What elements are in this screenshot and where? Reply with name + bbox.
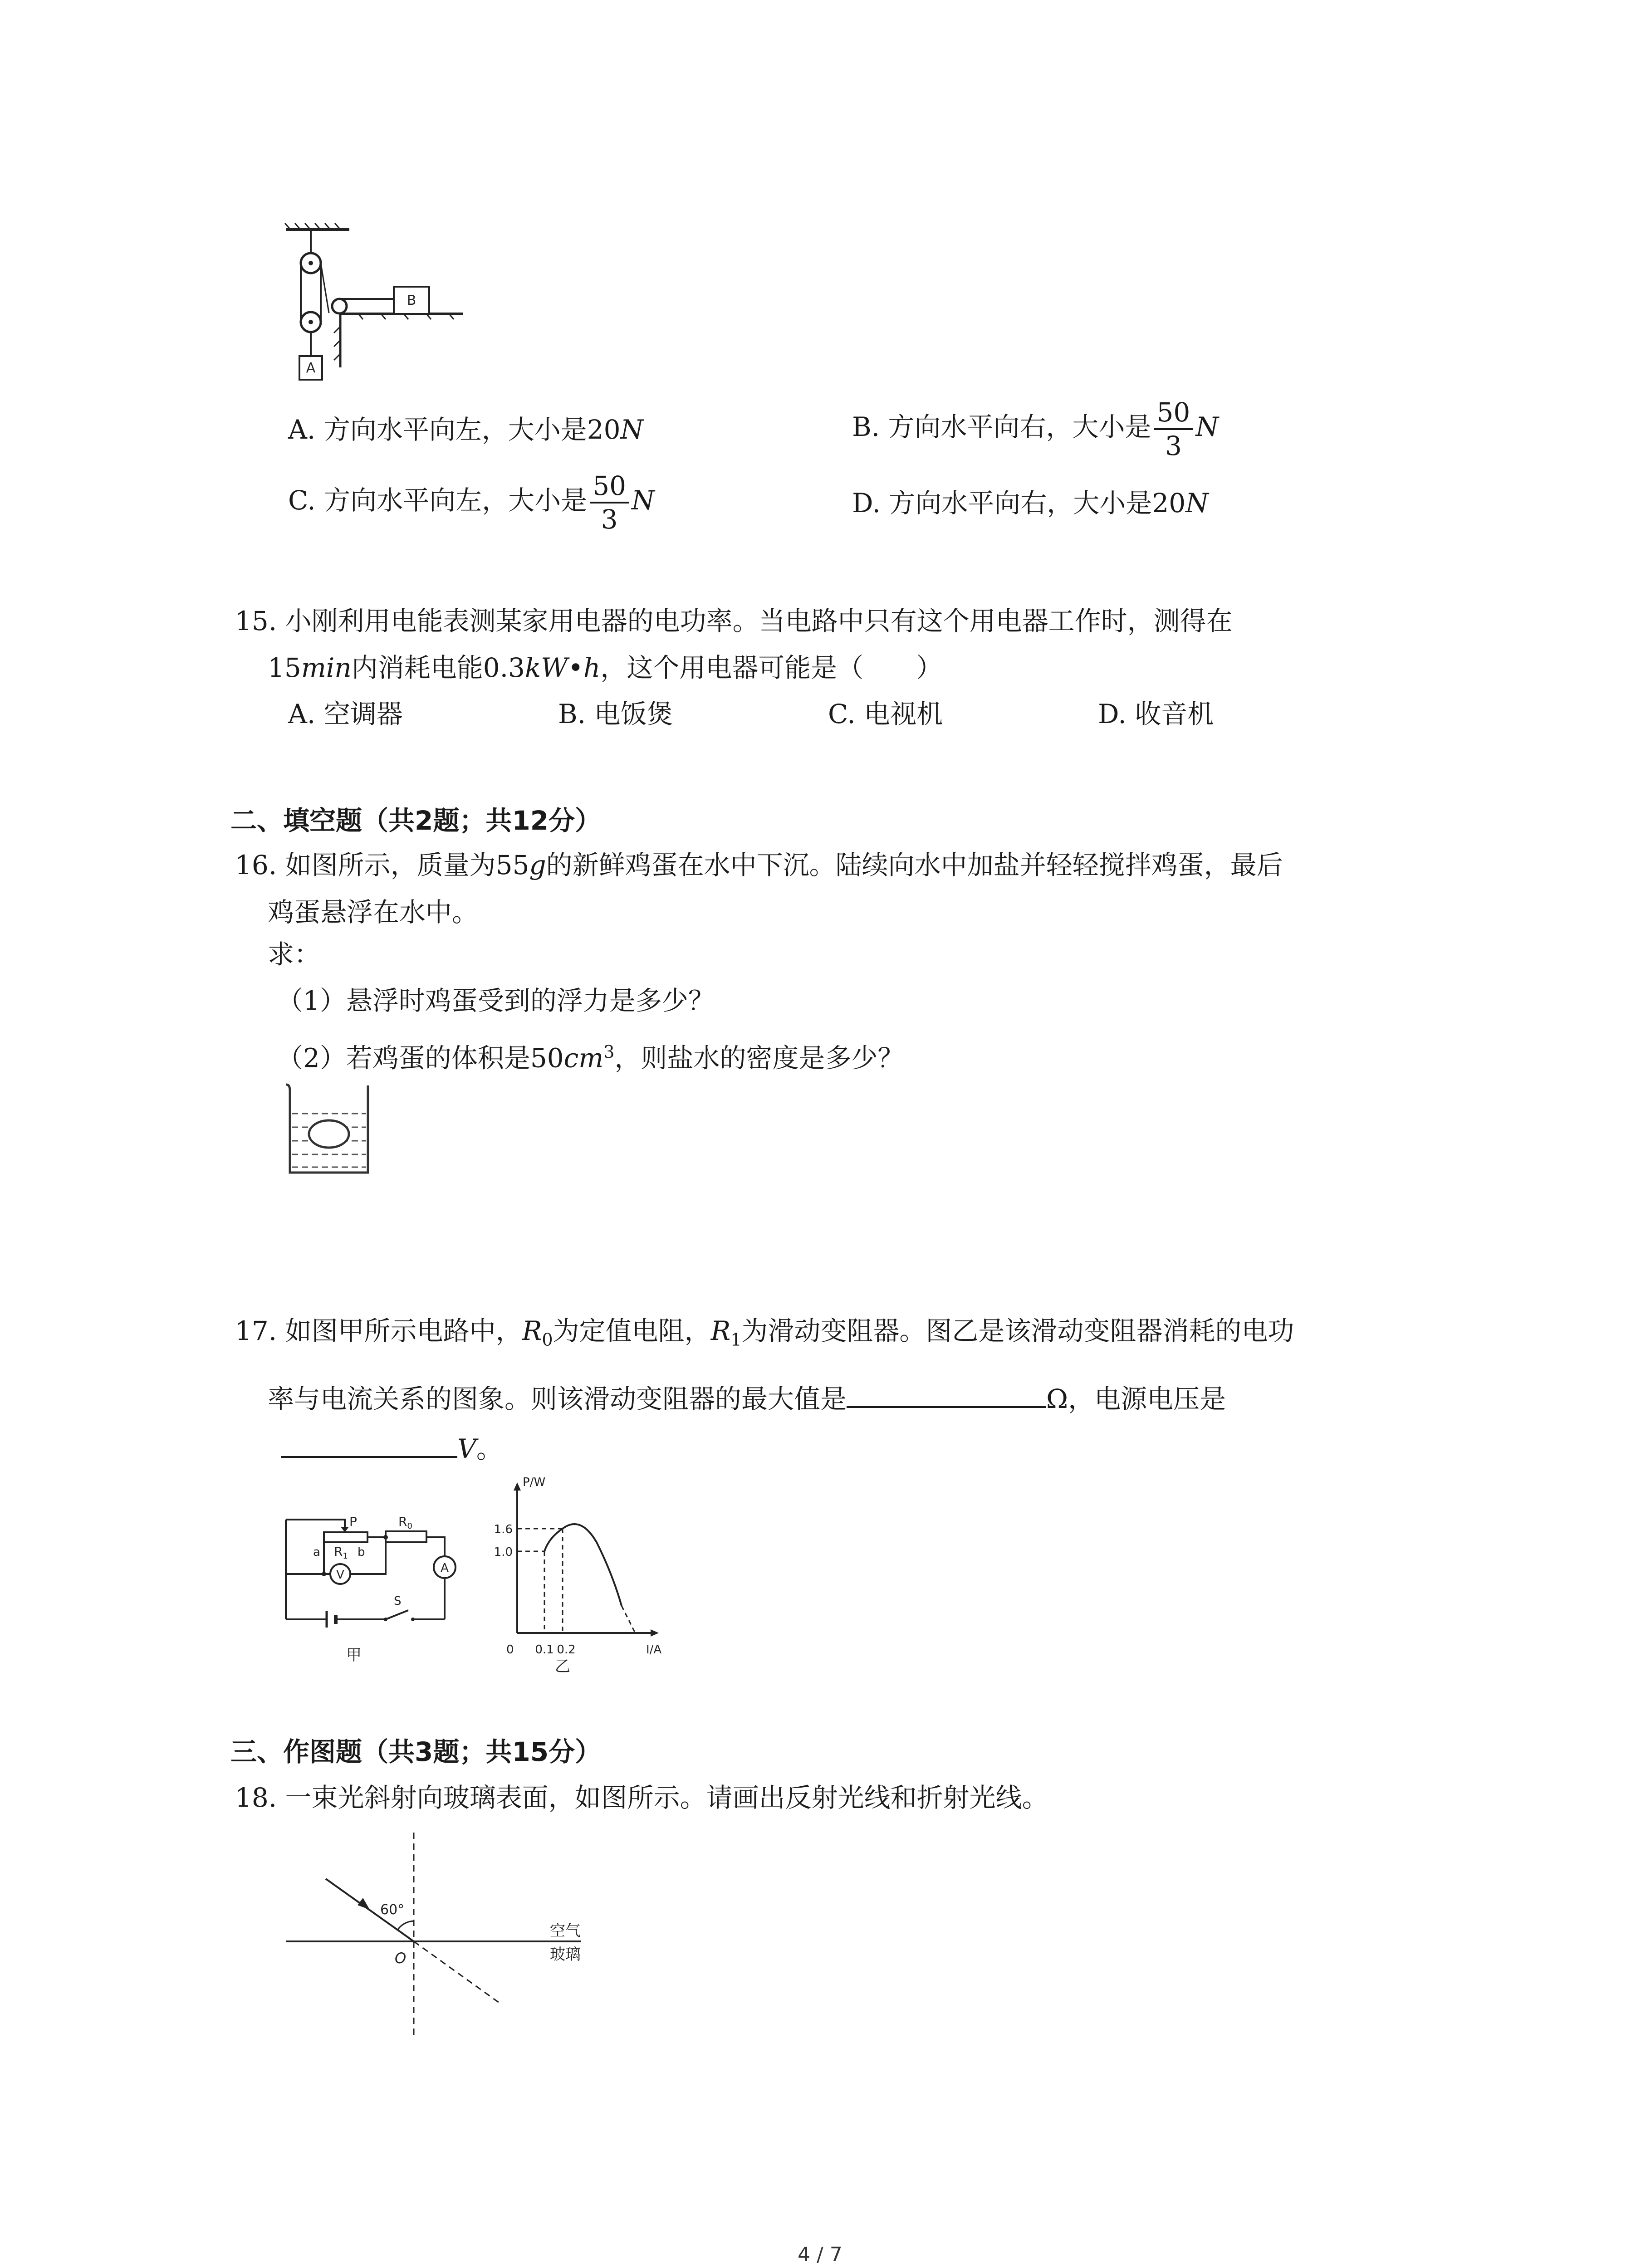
q16-line-2: 鸡蛋悬浮在水中。 [268, 897, 479, 928]
q17-line-3: V。 [281, 1433, 503, 1462]
label-r1: $R_1$ [334, 1544, 348, 1561]
air-label: 空气 [550, 1922, 581, 1940]
graph-tick-0-2: 0.2 [557, 1643, 576, 1657]
q17-line-2: 率与电流关系的图象。则该滑动变阻器的最大值是 Ω，电源电压是 [268, 1383, 1226, 1414]
fraction: $\frac{50}{3}$ [590, 473, 629, 533]
label-p: P [349, 1514, 357, 1529]
q14-option-b: B. 方向水平向右，大小是 $\frac{50}{3}$ N [852, 397, 1219, 461]
switch-label: S [394, 1594, 402, 1608]
block-a-label: A [306, 360, 316, 376]
q16-sub-1: （1）悬浮时鸡蛋受到的浮力是多少？ [277, 985, 715, 1016]
answer-blank-resistance[interactable] [847, 1383, 1046, 1408]
power-current-graph [472, 1470, 671, 1678]
section-3-heading: 三、作图题（共3题；共15分） [230, 1736, 602, 1767]
q15-option-a: A. 空调器 [288, 699, 403, 729]
q15-line-2: 15min内消耗电能0.3kW•h，这个用电器可能是（ ） [268, 652, 943, 683]
angle-label: 60° [380, 1902, 405, 1918]
graph-caption: 乙 [555, 1657, 570, 1676]
q15-option-b: B. 电饭煲 [558, 699, 673, 729]
answer-blank-voltage[interactable] [281, 1433, 457, 1458]
circuit-caption: 甲 [346, 1646, 362, 1664]
pulley-figure [272, 222, 472, 395]
label-b: b [358, 1545, 365, 1559]
page-number: 4 / 7 [798, 2243, 843, 2266]
q14-option-d: D. 方向水平向右，大小是20N [852, 488, 1209, 518]
ammeter-label: A [441, 1561, 449, 1575]
q17-line-1: 17. 如图甲所示电路中，$R_0$为定值电阻，$R_1$为滑动变阻器。图乙是该滑动变阻器消耗的电功 [235, 1315, 1294, 1350]
voltmeter-label: V [336, 1568, 344, 1582]
section-2-heading: 二、填空题（共2题；共12分） [230, 805, 602, 836]
q15-option-d: D. 收音机 [1098, 699, 1214, 729]
block-b-label: B [407, 293, 416, 308]
graph-x-label: I/A [646, 1643, 662, 1657]
q16-line-1: 16. 如图所示，质量为55g的新鲜鸡蛋在水中下沉。陆续向水中加盐并轻轻搅拌鸡蛋，最后 [235, 850, 1283, 880]
graph-tick-1-6: 1.6 [494, 1523, 513, 1536]
graph-tick-1-0: 1.0 [494, 1545, 513, 1559]
graph-tick-0-1: 0.1 [535, 1643, 554, 1657]
light-refraction-figure [281, 1828, 617, 2041]
q15-line-1: 15. 小刚利用电能表测某家用电器的电功率。当电路中只有这个用电器工作时，测得在 [235, 606, 1233, 636]
circuit-diagram [277, 1506, 476, 1669]
q14-option-c: C. 方向水平向左，大小是 $\frac{50}{3}$ N [288, 470, 655, 535]
beaker-figure [284, 1082, 374, 1179]
label-a: a [313, 1545, 320, 1559]
q15-option-c: C. 电视机 [828, 699, 943, 729]
graph-y-label: P/W [523, 1476, 546, 1489]
graph-tick-0: 0 [506, 1643, 514, 1657]
q16-sub-2: （2）若鸡蛋的体积是$50cm^3$，则盐水的密度是多少？ [277, 1042, 904, 1074]
fraction: $\frac{50}{3}$ [1154, 399, 1193, 459]
glass-label: 玻璃 [550, 1945, 581, 1964]
q18-line-1: 18. 一束光斜射向玻璃表面，如图所示。请画出反射光线和折射光线。 [235, 1782, 1048, 1813]
origin-label: O [395, 1950, 407, 1967]
q14-option-a: A. 方向水平向左，大小是20N [288, 414, 644, 445]
q16-line-3: 求： [268, 939, 321, 970]
label-r0: $R_0$ [398, 1514, 412, 1531]
